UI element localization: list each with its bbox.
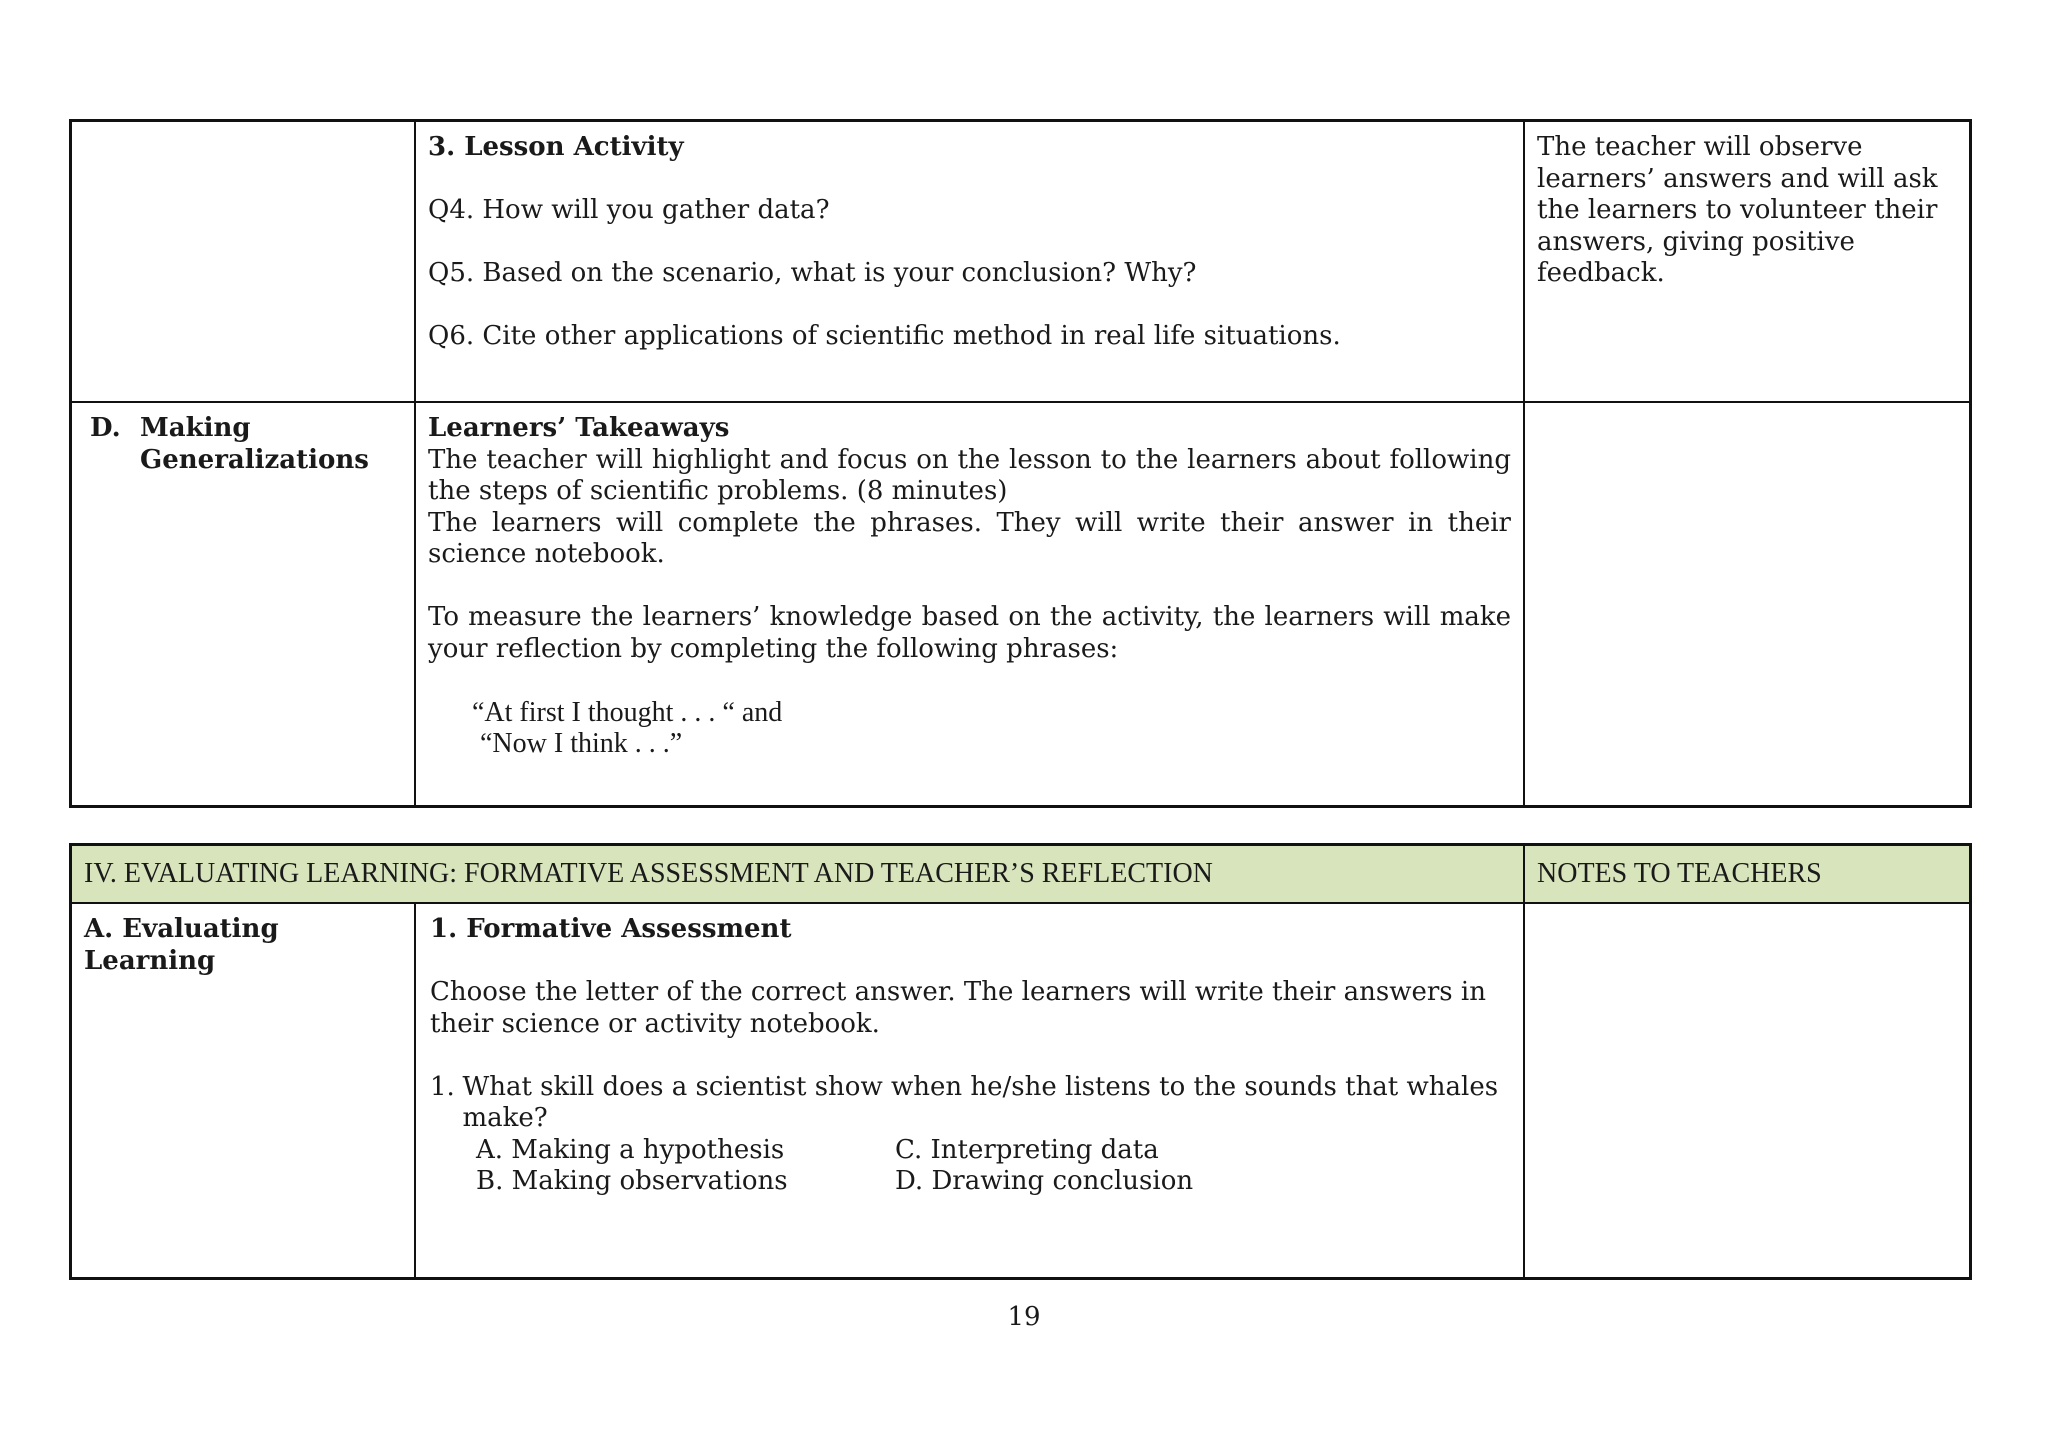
evaluation-header-title: IV. EVALUATING LEARNING: FORMATIVE ASSESSMENT AND TEACHER’S REFLECTION [72,846,1525,902]
notes-to-teachers-header: NOTES TO TEACHERS [1537,858,1822,889]
generalizations-label-cell [72,403,416,805]
making-generalizations-row [72,403,1969,805]
lesson-table [69,119,1972,808]
section-label-line1: Making [140,413,251,443]
takeaways-paragraph-1: The teacher will highlight and focus on the lesson to the learners about following the steps of scientific problems. (8 minutes) [428,444,1511,506]
section-label-line2: Generalizations [140,444,369,475]
evaluating-learning-label: A. Evaluating Learning [84,914,279,976]
option-c: C. Interpreting data [895,1134,1159,1165]
question-text: What skill does a scientist show when he/she listens to the sounds that whales make? [462,1071,1499,1133]
empty-notes-cell-2 [1525,904,1969,1277]
assessment-instructions: Choose the letter of the correct answer. The learners will write their answers in their science or activity notebook. [430,977,1486,1039]
question-q4: Q4. How will you gather data? [428,195,830,225]
teacher-notes-text: The teacher will observe learners’ answers and will ask the learners to volunteer their answers, giving positive feedback. [1537,132,1938,288]
formative-assessment-cell [416,904,1525,1277]
lesson-activity-cell [416,122,1525,401]
question-item [430,1072,1511,1135]
teacher-notes-cell [1525,122,1969,401]
reflection-phrase-1: “At first I thought . . . “ and [472,696,783,728]
option-a: A. Making a hypothesis [476,1134,785,1165]
page-number: 19 [1007,1302,1041,1332]
question-number: 1. [430,1071,455,1102]
takeaways-heading: Learners’ Takeaways [428,413,730,443]
option-d: D. Drawing conclusion [895,1166,1194,1196]
section-letter: D. [90,413,121,443]
takeaways-paragraph-3: To measure the learners’ knowledge based on the activity, the learners will make your reflection by completing the following phrases: [428,602,1511,664]
lesson-activity-heading: 3. Lesson Activity [428,132,684,162]
question-q5: Q5. Based on the scenario, what is your conclusion? Why? [428,258,1197,288]
empty-notes-cell [1525,403,1969,805]
option-b: B. Making observations [476,1166,788,1196]
evaluation-table [69,843,1972,1280]
reflection-phrase-2: “Now I think . . .” [480,728,683,759]
answer-options [430,1135,1511,1198]
formative-assessment-heading: 1. Formative Assessment [430,914,792,944]
lesson-activity-row [72,122,1969,403]
takeaways-cell [416,403,1525,805]
evaluating-learning-label-cell [72,904,416,1277]
section-label [90,413,402,476]
evaluating-learning-row [72,904,1969,1277]
question-q6: Q6. Cite other applications of scientific method in real life situations. [428,321,1341,351]
evaluation-header-row [72,846,1969,904]
empty-label-cell [72,122,416,401]
takeaways-paragraph-2: The learners will complete the phrases. They will write their answer in their science notebook. [428,507,1511,569]
